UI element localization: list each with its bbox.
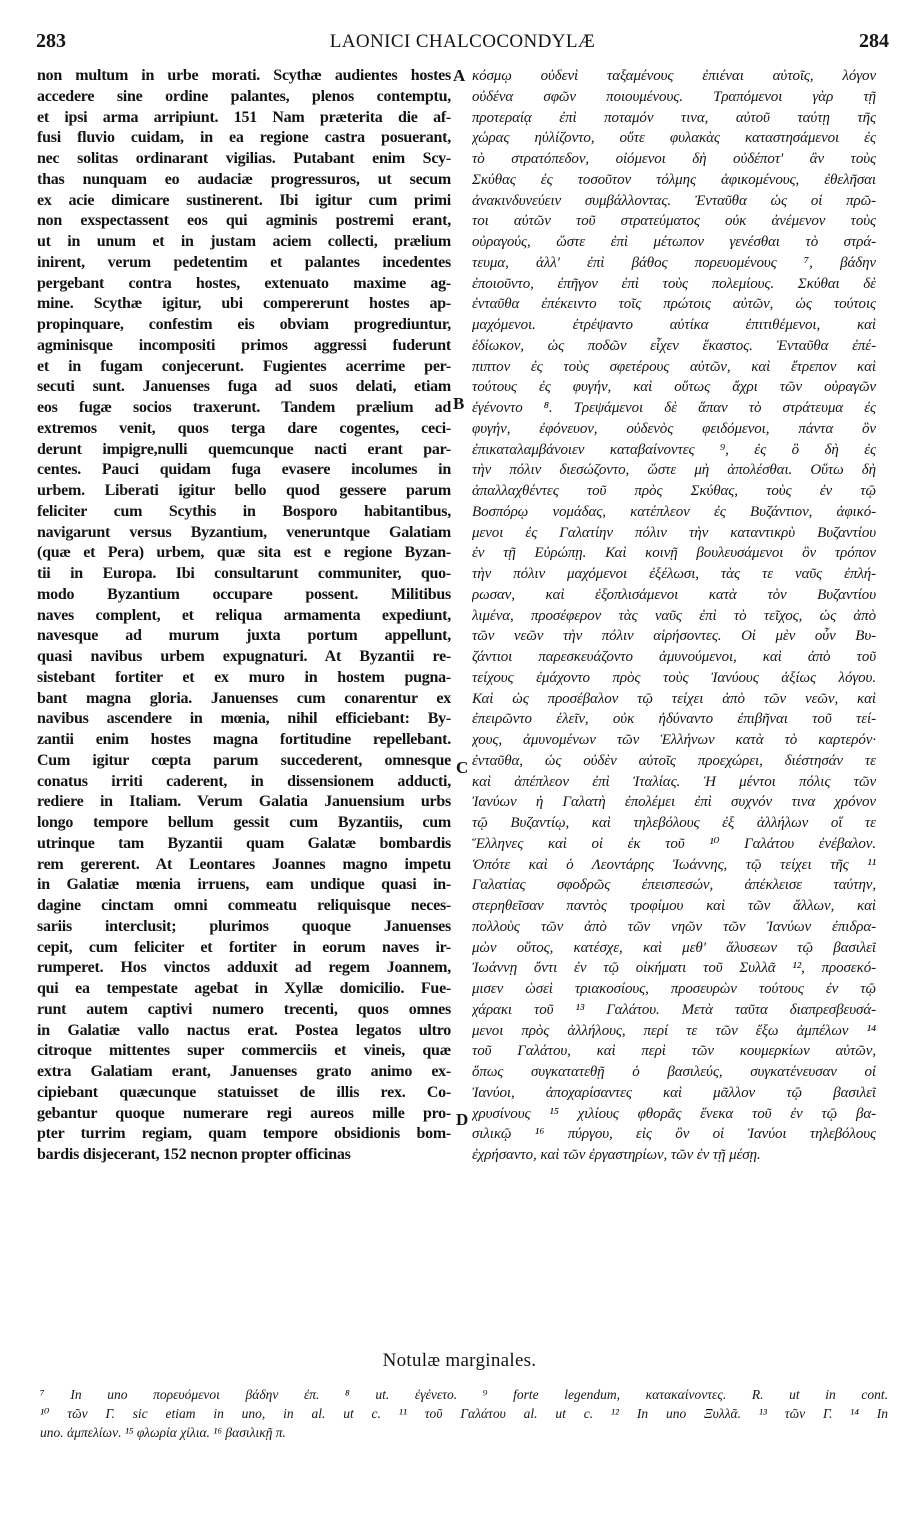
text-line: ἀνακινδυνεύειν συμβάλλοντας. Ἐνταῦθα ὡς οἱ πρῶ- xyxy=(472,192,876,209)
text-line: ἐπειρῶντο ἑλεῖν, οὐκ ἠδύναντο ἐπιβῆναι τοῦ τεί- xyxy=(472,711,876,728)
text-line: bant magna gloria. Januenses cum conarentur ex xyxy=(37,689,451,707)
page-number-right: 284 xyxy=(859,30,889,52)
text-line: eos fugæ socios traxerunt. Tandem prælium ad xyxy=(37,399,451,416)
text-line: navesque ad murum juxta portum appellunt, xyxy=(37,627,451,645)
text-line: Ἰανύοι, ἀποχαρίσαντες καὶ μᾶλλον τῷ βασιλεῖ xyxy=(472,1084,876,1101)
text-line: Ἕλληνες καὶ οἱ ἐκ τοῦ ¹⁰ Γαλάτου ἐνέβαλον. xyxy=(472,835,876,852)
text-line: ἐποιοῦντο, ἐπῆγον ἐπὶ τοὺς πολεμίους. Σκύθαι δὲ xyxy=(472,275,876,292)
text-line: sistebant fortiter et ex muro in hostem pugna- xyxy=(37,668,451,686)
text-line: Γαλατίας σφοδρῶς ἐπεισπεσών, ἀπέκλεισε ταύτην, xyxy=(472,877,876,894)
greek-column xyxy=(472,66,876,1166)
text-line: ζάντιοι παρεσκευάζοντο ἀμυνούμενοι, καὶ ἀπὸ τοῦ xyxy=(472,649,876,665)
text-line: ἐνταῦθα, ὡς οὐδὲν αὐτοῖς προεχώρει, διέστησάν τε xyxy=(472,752,876,769)
text-line: tii in Europa. Ibi consultarunt communiter, quo- xyxy=(37,565,451,582)
text-line: ἐγένοντο ⁸. Τρεψάμενοι δὲ ἅπαν τὸ στράτευμα ἐς xyxy=(472,400,876,416)
text-line: runt autem captivi numero trecenti, quos omnes xyxy=(37,1000,451,1018)
text-line: nec solitas ordinarant vigilias. Putabant enim Scy- xyxy=(37,150,451,167)
text-line: ἐχρήσαντο, καὶ τῶν ἐργαστηρίων, τῶν ἐν τῇ μέσῃ. xyxy=(472,1147,761,1163)
text-line: quasi navibus urbem expugnaturi. At Byzantii re- xyxy=(37,648,451,665)
margin-letter-b: B xyxy=(453,394,465,413)
text-line: μισεν ὡσεὶ τριακοσίους, προσευρὼν τούτους ἐν τῷ xyxy=(472,981,876,997)
text-line: dagine cinctam omni commeatu reliquisque neces- xyxy=(37,897,451,914)
page-number-left: 283 xyxy=(36,30,66,52)
text-line: thas nunquam eo audaciæ progressuros, ut secum xyxy=(37,170,451,188)
text-line: utrinque tam Byzantii quam Galatæ bombardis xyxy=(37,834,451,852)
text-line: πιπτον ἐς τοὺς σφετέρους αὐτῶν, καὶ ἔτρεπον καὶ xyxy=(472,358,876,375)
text-line: conatus irriti caderent, in dissensionem adducti, xyxy=(37,772,451,790)
text-line: οὐραγούς, ὥστε ἐπὶ μέτωπον γενέσθαι τὸ στρά- xyxy=(472,234,876,250)
text-line: Καὶ ὡς προσέβαλον τῷ τείχει ἀπὸ τῶν νεῶν, καὶ xyxy=(472,690,876,707)
text-line: προτεραίᾳ ἐπὶ ποταμόν τινα, αὐτοῦ ταύτῃ τῆς xyxy=(472,109,876,126)
text-line: modo Byzantium occupare possent. Militibus xyxy=(37,585,451,603)
text-line: fusi fluvio cuidam, in ea regione castra posuerant, xyxy=(37,129,451,147)
text-line: longo tempore bellum gessit cum Byzantiis, cum xyxy=(37,814,451,831)
text-line: et ipsi arma arripiunt. 151 Nam præterita die af- xyxy=(37,108,451,126)
margin-letter-d: D xyxy=(456,1110,469,1129)
note-line: uno. ἀμπελίων. ¹⁵ φλωρία χίλια. ¹⁶ βασιλικῇ π. xyxy=(40,1425,286,1440)
text-line: στερηθεῖσαν παντὸς τροφίμου καὶ τῶν ἄλλων, καὶ xyxy=(472,898,876,914)
text-line: μαχόμενοι. ἐτρέψαντο αὐτίκα ἐπιτιθέμενοι, καὶ xyxy=(472,317,876,333)
text-line: et in fugam conjecerunt. Fugientes acerrime per- xyxy=(37,357,451,375)
text-line: pter turrim regiam, quam tempore obsidionis bom- xyxy=(37,1125,451,1143)
text-line: centes. Pauci quidam fuga evasere incolumes in xyxy=(37,461,451,479)
text-line: (quæ et Pera) urbem, quæ sita est e regione Byzan- xyxy=(37,544,451,562)
text-line: accedere sine ordine palantes, plenos contemptu, xyxy=(37,87,451,105)
text-line: bardis disjecerant, 152 necnon propter officinas xyxy=(37,1146,351,1163)
text-line: in Galatiæ mœnia irruens, eam undique quasi in- xyxy=(37,876,451,894)
text-line: ut in unum et in justam aciem collecti, prælium xyxy=(37,233,451,250)
running-title: LAONICI CHALCOCONDYLÆ xyxy=(329,31,596,52)
text-line: extra Galatiam erant, Januenses grato animo ex- xyxy=(37,1063,451,1080)
text-line: τῶν νεῶν τὴν πόλιν αἱρήσοντες. Οἱ μὲν οὖν Βυ- xyxy=(472,628,876,645)
text-line: τευμα, ἀλλ' ἐπὶ βάθος πορευομένους ⁷, βάδην xyxy=(472,254,876,271)
margin-letter-a: A xyxy=(453,66,466,85)
text-line: μὼν οὕτος, κατέσχε, καὶ μεθ' ἅλυσεων τῷ βασιλεῖ xyxy=(472,939,876,956)
text-line: Cum igitur cœpta parum succederent, omnesque xyxy=(37,751,451,769)
text-line: mine. Scythæ igitur, ubi compererunt hostes ap- xyxy=(37,295,451,313)
text-line: Ἰανύων ἡ Γαλατὴ ἐπολέμει ἐπὶ συχνόν τινα χρόνον xyxy=(472,794,876,811)
text-line: Βοσπόρῳ νομάδας, κατέπλεον ἐς Βυζάντιον, ἀφικό- xyxy=(472,503,876,520)
text-line: cipiebant quæcunque statuisset de illis rex. Co- xyxy=(37,1083,451,1101)
text-line: ἐνταῦθα ἐπέκειντο τοῖς πρώτοις αὐτῶν, ὡς τούτοις xyxy=(472,296,876,313)
text-line: χώρας ηὐλίζοντο, οὔτε φυλακὰς καταστησάμενοι ἐς xyxy=(472,130,876,147)
text-line: τὸ στρατόπεδον, οἰόμενοι δὴ οὐδέποτ' ἂν τοὺς xyxy=(472,151,876,167)
text-line: ἐπικαταλαμβάνοιεν καταβαίνοντες ⁹, ἐς ὃ δὴ ἐς xyxy=(472,441,876,458)
text-line: pergebant contra hostes, extenuato maxime ag- xyxy=(37,274,451,292)
text-line: τὴν πόλιν διεσώζοντο, ὥστε μὴ ἀπολέσθαι. Οὕτω δὴ xyxy=(472,462,876,479)
text-line: navibus ascendere in mœnia, nihil efficiebant: By- xyxy=(37,710,451,728)
text-line: navigarunt versus Byzantium, veneruntque Galatiam xyxy=(37,523,451,541)
note-line: ¹⁰ τῶν Γ. sic etiam in uno, in al. ut c. ¹¹ τοῦ Γαλάτου al. ut c. ¹² In uno Ξυλλᾶ. ¹³ τῶν Γ. ¹⁴ In xyxy=(40,1406,888,1421)
text-line: rediere in Italiam. Verum Galatia Januensium urbs xyxy=(37,793,451,811)
text-line: τῷ Βυζαντίῳ, καὶ τηλεβόλους ἐξ ἀλλήλων οἵ τε xyxy=(472,815,876,831)
margin-letter-c: C xyxy=(456,758,469,777)
text-line: Ἰωάννῃ ὄντι ἐν τῷ οἰκήματι τοῦ Συλλᾶ ¹², προσεκό- xyxy=(472,960,876,977)
text-line: χους, ἀμυνομένων τῶν Ἑλλήνων κατὰ τὸ καρτερόν· xyxy=(472,732,876,748)
text-line: propinquare, confestim eis obviam progrediuntur, xyxy=(37,316,451,333)
text-line: non multum in urbe morati. Scythæ audientes hostes xyxy=(37,67,451,84)
text-line: ρωσαν, καὶ ἐξοπλισάμενοι κατὰ τὸν Βυζαντίου xyxy=(472,586,876,603)
text-line: Ὁπότε καὶ ὁ Λεοντάρης Ἰωάννης, τῷ τείχει τῆς ¹¹ xyxy=(472,856,876,873)
text-line: in Galatiæ vallo nactus erat. Postea legatos ultro xyxy=(37,1021,451,1039)
text-line: μενοι ἐς Γαλατίην πόλιν τὴν καταντικρὺ Βυζαντίου xyxy=(472,524,876,541)
text-line: sariis interclusit; plurimos quoque Januenses xyxy=(37,917,451,935)
text-line: τούτους ἐς φυγήν, καὶ οὕτως ἄχρι τῶν οὐραγῶν xyxy=(472,379,876,396)
text-line: secuti sunt. Januenses fuga ad suos delati, etiam xyxy=(37,378,451,396)
text-line: φυγήν, ἐφόνευον, οὐδενὸς φειδόμενοι, πάντα ὃν xyxy=(472,420,876,437)
text-line: καὶ ἀπέπλεον ἐπὶ Ἰταλίας. Ἡ μέντοι πόλις τῶν xyxy=(472,773,876,790)
text-line: feliciter cum Scythis in Bosporo habitantibus, xyxy=(37,502,451,520)
text-line: extremos venit, quos terga dare cogentes, ceci- xyxy=(37,419,451,437)
text-line: zantii enim hostes magna fortitudine repellebant. xyxy=(37,731,451,748)
text-line: πολλοὺς τῶν ἀπὸ τῶν νηῶν τῶν Ἰανύων ἐπιδρα- xyxy=(472,918,876,935)
text-line: ὅπως συγκατατεθῇ ὁ βασιλεύς, συγκατένευσαν οἱ xyxy=(472,1064,876,1080)
text-line: gebantur quoque numerare regi aureos mille pro- xyxy=(37,1104,451,1122)
note-line: ⁷ In uno πορευόμενοι βάδην ἐπ. ⁸ ut. ἐγένετο. ⁹ forte legendum, κατακαίνοντες. R. ut in cont. xyxy=(40,1387,888,1402)
text-line: naves complent, et reliqua armamenta expediunt, xyxy=(37,606,451,624)
text-line: ἐν τῇ Εὐρώπῃ. Καὶ κοινῇ βουλευσάμενοι ὃν τρόπον xyxy=(472,545,876,562)
text-line: κόσμῳ οὐδενὶ ταξαμένους ἐπιέναι αὐτοῖς, λόγον xyxy=(472,68,876,84)
text-line: λιμένα, προσέφερον τὰς ναῦς ἐπὶ τὸ τεῖχος, ὡς ἀπὸ xyxy=(472,607,876,624)
text-line: rem gererent. At Leontares Joannes magno impetu xyxy=(37,855,451,873)
text-line: χρυσίνους ¹⁵ χιλίους φθορᾶς ἕνεκα τοῦ ἐν τῷ βα- xyxy=(472,1105,876,1122)
text-line: τοῦ Γαλάτου, καὶ περὶ τῶν κουμερκίων αὐτῶν, xyxy=(472,1043,876,1060)
text-line: ἀπαλλαχθέντες τοῦ πρὸς Σκύθας, τοὺς ἐν τῷ xyxy=(472,483,876,499)
text-line: rumperet. Hos vinctos adduxit ad regem Joannem, xyxy=(37,959,451,977)
text-line: ἐδίωκον, ὡς ποδῶν εἶχεν ἕκαστος. Ἐνταῦθα ἐπέ- xyxy=(472,337,876,354)
text-line: τείχους ἐμάχοντο πρὸς τοὺς Ἰανύους ἀξίως λόγου. xyxy=(472,669,876,686)
running-header xyxy=(36,30,889,56)
marginal-notes xyxy=(40,1385,888,1442)
text-line: citroque mittentes super commerciis et vineis, quæ xyxy=(37,1042,451,1060)
text-line: inirent, verum pedetentim et palantes incedentes xyxy=(37,253,451,271)
text-line: cepit, cum feliciter et fortiter in eorum naves ir- xyxy=(37,938,451,956)
text-line: non exspectassent eos qui agminis postremi erant, xyxy=(37,212,451,230)
text-line: χάρακι τοῦ ¹³ Γαλάτου. Μετὰ ταῦτα διαπρεσβευσά- xyxy=(472,1001,876,1018)
text-line: derunt impigre,nulli quemcunque nacti erant par- xyxy=(37,440,451,458)
latin-column xyxy=(37,66,451,1166)
text-line: qui ea tempestate agebat in Xyllæ domicilio. Fue- xyxy=(37,980,451,997)
text-line: μενοι πρὸς ἀλλήλους, περί τε τῶν ἔξω ἀμπέλων ¹⁴ xyxy=(472,1022,876,1039)
text-line: agminisque incompositi primos aggressi fuderunt xyxy=(37,336,451,354)
text-line: σιλικῷ ¹⁶ πύργου, εἰς ὃν οἱ Ἰανύοι τηλεβόλους xyxy=(472,1126,876,1143)
notes-title: Notulæ marginales. xyxy=(382,1350,537,1371)
text-line: urbem. Liberati igitur bello quod gessere parum xyxy=(37,482,451,499)
text-line: τοι αὐτῶν τοῦ στρατεύματος οὐκ ἀνέμενον τοὺς xyxy=(472,213,876,230)
text-line: τὴν πόλιν μαχόμενοι ἐξέλωσι, τὰς τε ναῦς ἐπλή- xyxy=(472,566,876,582)
text-line: ex acie dimicare sustinerent. Ibi igitur cum primi xyxy=(37,191,451,209)
text-line: Σκύθας ἐς τοσοῦτον τόλμης ἀφικομένους, ἐθελῆσαι xyxy=(472,171,876,188)
text-line: οὐδένα σφῶν ποιουμένους. Τραπόμενοι γὰρ τῇ xyxy=(472,88,876,105)
